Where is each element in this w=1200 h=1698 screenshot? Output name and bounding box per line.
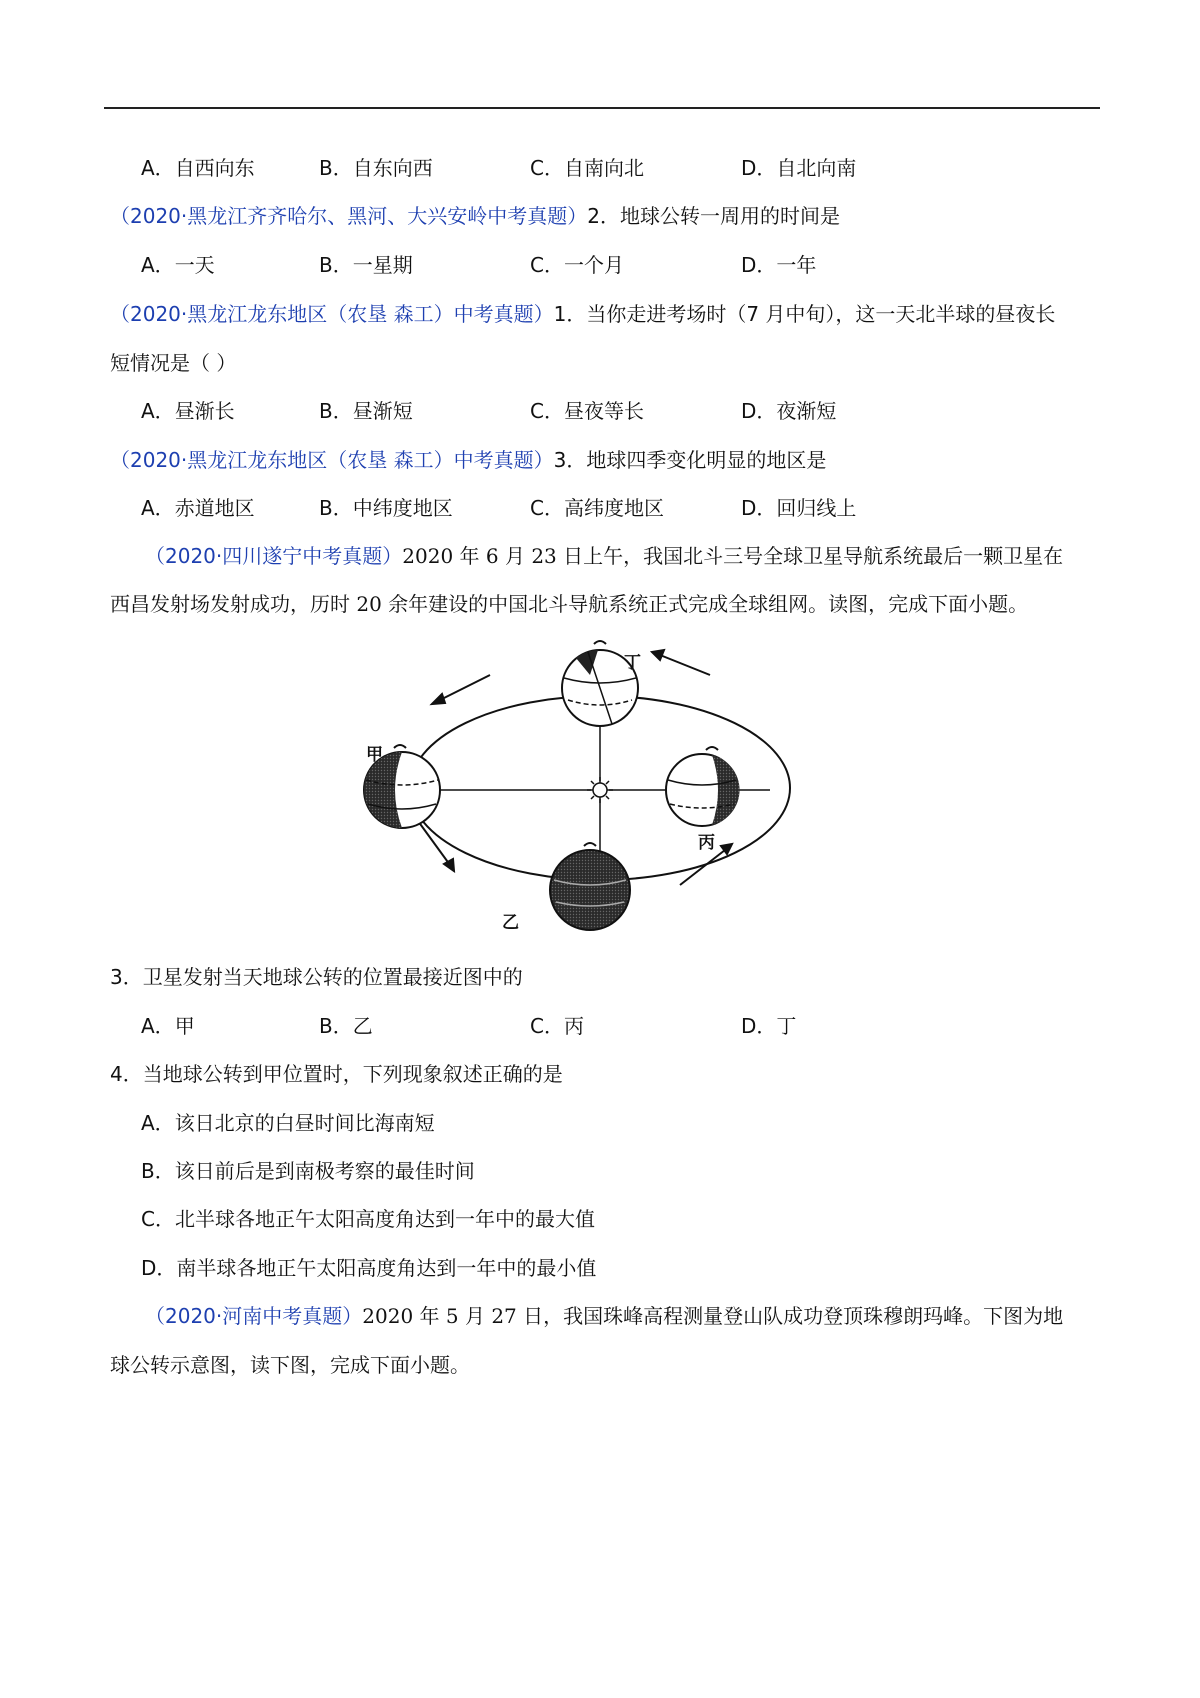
header-rule — [104, 107, 1100, 109]
option-d: D．一年 — [741, 253, 817, 277]
option-a: A．自西向东 — [141, 156, 255, 180]
label-bing: 丙 — [698, 833, 715, 853]
question-3-figure-options — [141, 1011, 1101, 1041]
earth-bing — [666, 747, 740, 826]
question-source: （2020·黑龙江龙东地区（农垦 森工）中考真题） — [110, 448, 554, 472]
passage-2-line-2: 球公转示意图，读下图，完成下面小题。 — [110, 1353, 470, 1377]
question-1-stem-continued: 短情况是（ ） — [110, 351, 237, 375]
passage-1-line-1 — [145, 541, 1063, 571]
option-c: C．自南向北 — [530, 156, 644, 180]
option-a: A．昼渐长 — [141, 399, 235, 423]
question-4: 4．当地球公转到甲位置时，下列现象叙述正确的是 — [110, 1062, 563, 1086]
passage-1-line-2: 西昌发射场发射成功，历时 20 余年建设的中国北斗导航系统正式完成全球组网。读图，完成下面小题。 — [110, 592, 1029, 616]
question-stem: 2．地球公转一周用的时间是 — [587, 204, 840, 228]
option-a: A．甲 — [141, 1014, 195, 1038]
option-b: B．乙 — [319, 1014, 373, 1038]
option-d: D．自北向南 — [741, 156, 857, 180]
question-2-options — [141, 250, 1101, 280]
orbit-figure-svg — [366, 640, 820, 940]
question-4-option-d: D．南半球各地正午太阳高度角达到一年中的最小值 — [141, 1256, 597, 1280]
question-3 — [110, 445, 826, 475]
option-b: B．昼渐短 — [319, 399, 413, 423]
option-d: D．回归线上 — [741, 496, 857, 520]
prev-question-options — [141, 153, 1101, 183]
earth-yi — [550, 843, 630, 930]
label-yi: 乙 — [502, 913, 519, 933]
option-c: C．昼夜等长 — [530, 399, 644, 423]
question-1 — [110, 299, 1055, 329]
question-4-option-c: C．北半球各地正午太阳高度角达到一年中的最大值 — [141, 1207, 595, 1231]
label-jia: 甲 — [366, 745, 383, 765]
passage-text: 2020 年 5 月 27 日，我国珠峰高程测量登山队成功登顶珠穆朗玛峰。下图为地 — [362, 1304, 1064, 1328]
sun-icon — [587, 777, 613, 803]
earth-revolution-diagram — [366, 640, 820, 940]
question-source: （2020·黑龙江龙东地区（农垦 森工）中考真题） — [110, 302, 554, 326]
option-b: B．一星期 — [319, 253, 413, 277]
question-4-option-a: A．该日北京的白昼时间比海南短 — [141, 1111, 435, 1135]
passage-source: （2020·四川遂宁中考真题） — [145, 544, 403, 568]
question-1-options — [141, 396, 1101, 426]
question-2 — [110, 201, 840, 231]
option-c: C．一个月 — [530, 253, 624, 277]
label-ding: 丁 — [624, 653, 641, 673]
question-4-option-b: B．该日前后是到南极考察的最佳时间 — [141, 1159, 475, 1183]
question-3-options — [141, 493, 1101, 523]
option-a: A．一天 — [141, 253, 215, 277]
passage-2-line-1 — [145, 1301, 1063, 1331]
passage-text: 2020 年 6 月 23 日上午，我国北斗三号全球卫星导航系统最后一颗卫星在 — [402, 544, 1064, 568]
option-a: A．赤道地区 — [141, 496, 255, 520]
option-c: C．高纬度地区 — [530, 496, 664, 520]
question-stem: 1．当你走进考场时（7 月中旬），这一天北半球的昼夜长 — [553, 302, 1056, 326]
option-c: C．丙 — [530, 1014, 584, 1038]
question-3-figure: 3．卫星发射当天地球公转的位置最接近图中的 — [110, 965, 523, 989]
option-b: B．中纬度地区 — [319, 496, 453, 520]
question-source: （2020·黑龙江齐齐哈尔、黑河、大兴安岭中考真题） — [110, 204, 588, 228]
option-d: D．夜渐短 — [741, 399, 837, 423]
option-d: D．丁 — [741, 1014, 797, 1038]
question-stem: 3．地球四季变化明显的地区是 — [553, 448, 827, 472]
passage-source: （2020·河南中考真题） — [145, 1304, 363, 1328]
option-b: B．自东向西 — [319, 156, 433, 180]
